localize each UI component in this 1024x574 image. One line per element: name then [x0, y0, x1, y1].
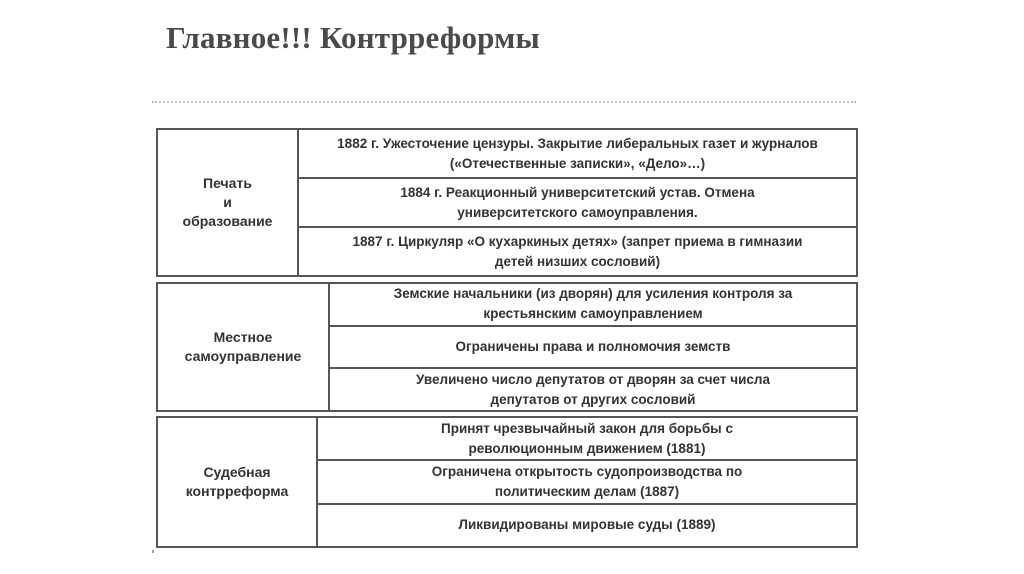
group-label: Судебная контрреформа	[156, 416, 316, 548]
group-local-government	[156, 282, 858, 412]
group-items	[297, 128, 858, 277]
group-label: Печать и образование	[156, 128, 297, 277]
list-item: Принят чрезвычайный закон для борьбы с революционным движением (1881)	[441, 420, 733, 456]
list-item: 1887 г. Циркуляр «О кухаркиных детях» (запрет приема в гимназии детей низших сословий)	[299, 226, 856, 275]
group-label: Местное самоуправление	[156, 282, 328, 412]
list-item: Ограничены права и полномочия земств	[330, 325, 856, 368]
dotted-divider	[152, 101, 856, 103]
group-judicial	[156, 416, 858, 548]
list-item: Ликвидированы мировые суды (1889)	[318, 503, 856, 546]
page-title: Главное!!! Контрреформы	[166, 20, 540, 55]
list-item: 1882 г. Ужесточение цензуры. Закрытие либеральных газет и журналов («Отечественные записки», «Дело»…)	[337, 135, 818, 171]
list-item: 1884 г. Реакционный университетский устав. Отмена университетского самоуправления.	[299, 177, 856, 226]
group-press-education	[156, 128, 858, 277]
group-items	[316, 416, 858, 548]
list-item: Увеличено число депутатов от дворян за счет числа депутатов от других сословий	[330, 367, 856, 410]
group-items	[328, 282, 858, 412]
list-item: Земские начальники (из дворян) для усиления контроля за крестьянским самоуправлением	[393, 286, 793, 322]
corner-mark	[152, 550, 154, 553]
list-item: Ограничена открытость судопроизводства по политическим делам (1887)	[318, 459, 856, 502]
